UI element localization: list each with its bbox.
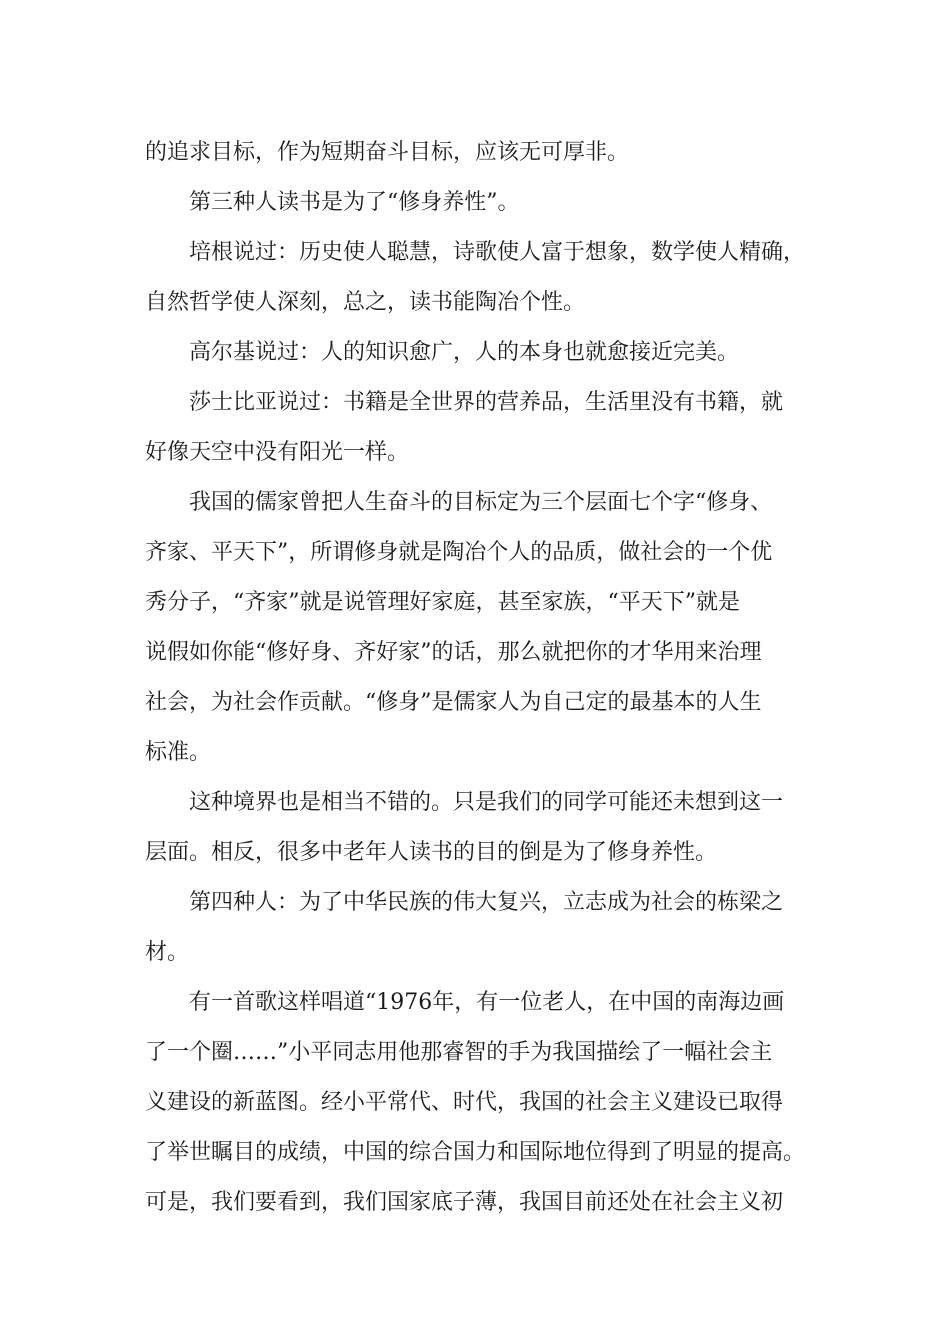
paragraph-first-line: 我国的儒家曾把人生奋斗的目标定为三个层面七个字“修身、 <box>189 490 773 515</box>
text-line: 材。 <box>145 940 190 965</box>
paragraph-first-line: 高尔基说过：人的知识愈广，人的本身也就愈接近完美。 <box>189 340 740 365</box>
paragraph-first-line: 第四种人：为了中华民族的伟大复兴，立志成为社会的栋梁之 <box>189 890 784 915</box>
text-line: 了一个圈……”小平同志用他那睿智的手为我国描绘了一幅社会主 <box>145 1040 773 1065</box>
text-line: 了举世瞩目的成绩，中国的综合国力和国际地位得到了明显的提高。 <box>145 1140 806 1165</box>
text-line: 齐家、平天下”，所谓修身就是陶冶个人的品质，做社会的一个优 <box>145 540 773 565</box>
text-line: 说假如你能“修好身、齐好家”的话，那么就把你的才华用来治理 <box>145 640 762 665</box>
text-line: 可是，我们要看到，我们国家底子薄，我国目前还处在社会主义初 <box>145 1190 784 1215</box>
body-text <box>145 128 810 1228</box>
text-line: 标准。 <box>145 740 212 765</box>
text-line: 社会，为社会作贡献。“修身”是儒家人为自己定的最基本的人生 <box>145 690 762 715</box>
paragraph-first-line: 有一首歌这样唱道“1976年，有一位老人，在中国的南海边画 <box>189 990 785 1015</box>
paragraph-first-line: 这种境界也是相当不错的。只是我们的同学可能还未想到这一 <box>189 790 784 815</box>
text-line: 好像天空中没有阳光一样。 <box>145 440 410 465</box>
paragraph-first-line: 第三种人读书是为了“修身养性”。 <box>189 190 520 215</box>
paragraph-first-line: 莎士比亚说过：书籍是全世界的营养品，生活里没有书籍，就 <box>189 390 784 415</box>
text-line: 自然哲学使人深刻，总之，读书能陶冶个性。 <box>145 290 586 315</box>
text-line: 义建设的新蓝图。经小平常代、时代，我国的社会主义建设已取得 <box>145 1090 784 1115</box>
paragraph-first-line: 培根说过：历史使人聪慧，诗歌使人富于想象，数学使人精确， <box>189 240 806 265</box>
text-line: 的追求目标，作为短期奋斗目标，应该无可厚非。 <box>145 140 630 165</box>
text-line: 秀分子，“齐家”就是说管理好家庭，甚至家族，“平天下”就是 <box>145 590 740 615</box>
text-line: 层面。相反，很多中老年人读书的目的倒是为了修身养性。 <box>145 840 718 865</box>
